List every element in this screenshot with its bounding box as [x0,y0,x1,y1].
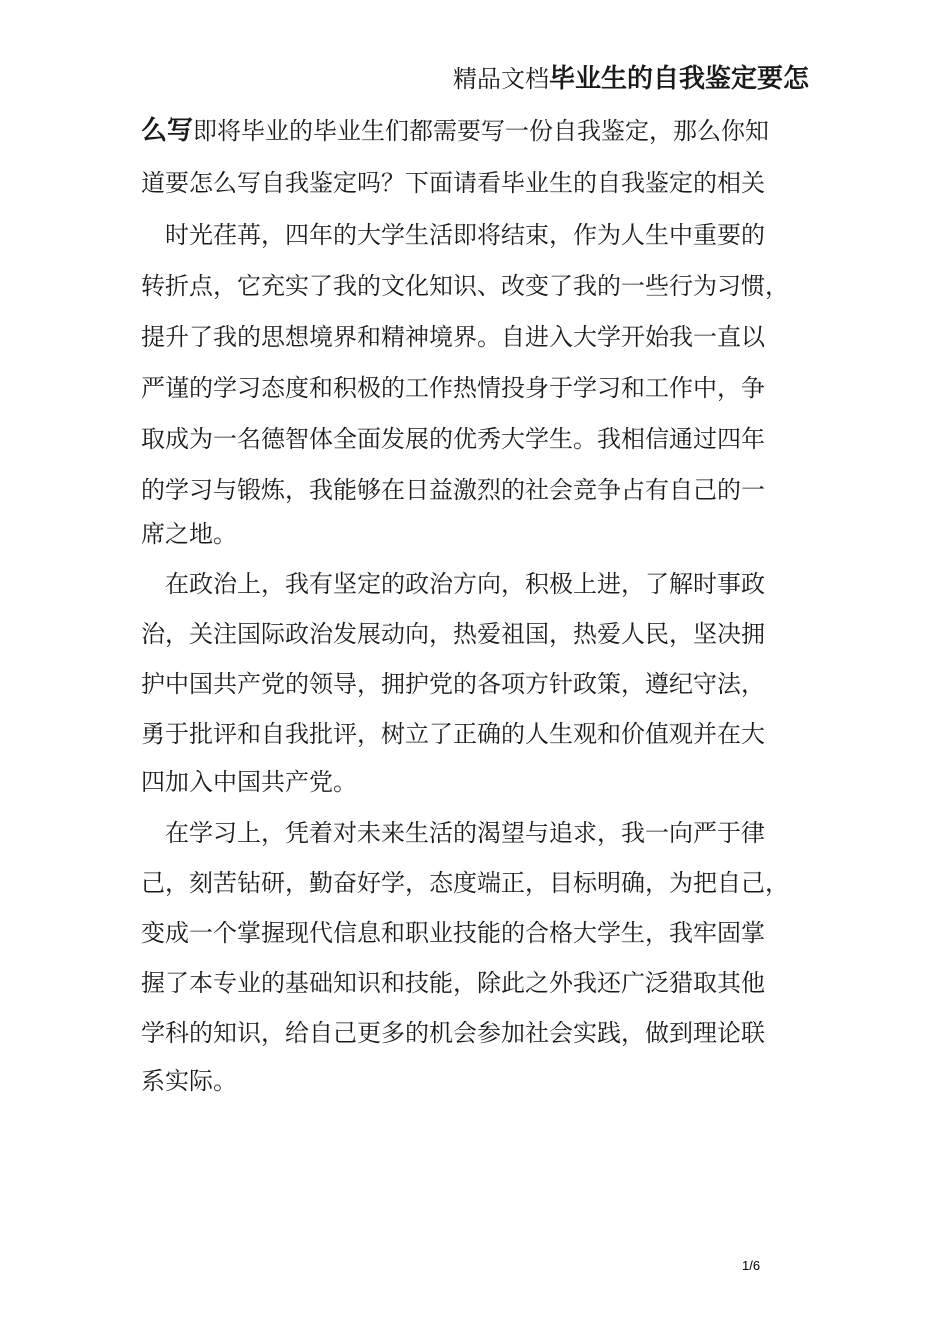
paragraph-line: 学科的知识，给自己更多的机会参加社会实践，做到理论联 [141,1019,765,1047]
paragraph-line: 勇于批评和自我批评，树立了正确的人生观和价值观并在大 [141,720,765,748]
paragraph-line: 严谨的学习态度和积极的工作热情投身于学习和工作中，争 [141,374,765,402]
paragraph-line: 治，关注国际政治发展动向，热爱祖国，热爱人民，坚决拥 [141,620,765,648]
paragraph-line: 席之地。 [141,520,237,548]
paragraph-line: 在政治上，我有坚定的政治方向，积极上进，了解时事政 [141,570,765,598]
paragraph-line: 握了本专业的基础知识和技能，除此之外我还广泛猎取其他 [141,969,765,997]
paragraph-line: 四加入中国共产党。 [141,768,357,796]
paragraph-line: 系实际。 [141,1067,237,1095]
paragraph-line: 变成一个掌握现代信息和职业技能的合格大学生，我牢固掌 [141,919,765,947]
paragraph-line: 转折点，它充实了我的文化知识、改变了我的一些行为习惯， [141,272,789,300]
document-title-part1: 毕业生的自我鉴定要怎 [548,64,809,94]
intro-line-1 [141,116,769,146]
document-header-line [453,64,809,94]
page-number: 1/6 [742,1258,761,1273]
paragraph-line: 己，刻苦钻研，勤奋好学，态度端正，目标明确，为把自己， [141,869,789,897]
paragraph-line: 护中国共产党的领导，拥护党的各项方针政策，遵纪守法， [141,670,765,698]
paragraph-line: 提升了我的思想境界和精神境界。自进入大学开始我一直以 [141,323,765,351]
intro-text-1: 即将毕业的毕业生们都需要写一份自我鉴定，那么你知 [193,117,770,145]
paragraph-line: 取成为一名德智体全面发展的优秀大学生。我相信通过四年 [141,425,765,453]
document-title-part2: 么写 [141,116,194,146]
header-prefix: 精品文档 [452,65,549,93]
intro-line-2: 道要怎么写自我鉴定吗？下面请看毕业生的自我鉴定的相关 [141,169,765,197]
paragraph-line: 的学习与锻炼，我能够在日益激烈的社会竞争占有自己的一 [141,476,765,504]
paragraph-line: 时光荏苒，四年的大学生活即将结束，作为人生中重要的 [141,221,765,249]
paragraph-line: 在学习上，凭着对未来生活的渴望与追求，我一向严于律 [141,819,765,847]
